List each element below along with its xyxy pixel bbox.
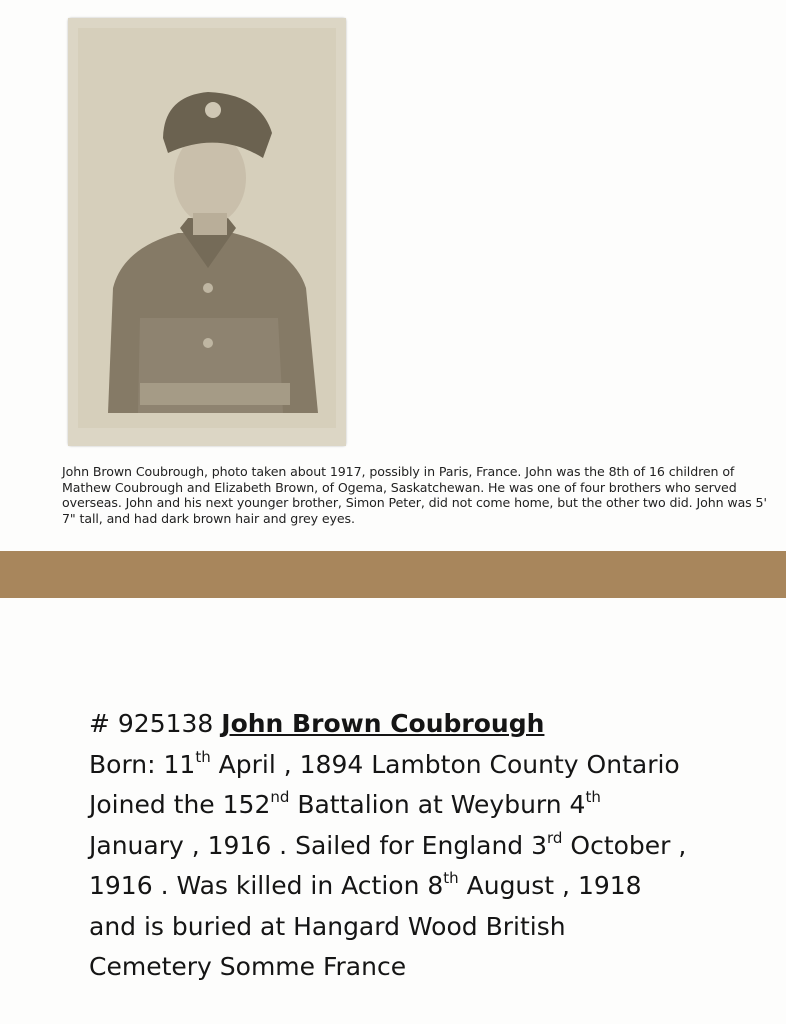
soldier-figure-illustration	[68, 18, 346, 446]
bio-heading-line	[89, 704, 686, 745]
text: Joined the 152	[89, 790, 271, 819]
bio-line-sailed	[89, 826, 686, 867]
text: Battalion at Weyburn 4	[289, 790, 586, 819]
text: October ,	[562, 830, 687, 860]
bio-line-joined	[89, 785, 686, 826]
superscript: rd	[547, 828, 563, 847]
superscript: nd	[270, 788, 290, 806]
photo-caption: John Brown Coubrough, photo taken about 1917, possibly in Paris, France. John was the 8th of 16 children of Mathew Coubrough and Elizabeth Brown, of Ogema, Saskatchewan. He was one of four brothers who served overseas. John and his next younger brother, Simon Peter, did not come home, but the other two did. John was 5' 7" tall, and had dark brown hair and grey eyes.	[62, 464, 767, 526]
bio-line-buried: and is buried at Hangard Wood British	[89, 911, 566, 941]
text: January , 1916 . Sailed for England 3	[89, 830, 548, 860]
service-number: # 925138	[89, 709, 222, 738]
superscript: th	[585, 788, 601, 806]
text: 1916 . Was killed in Action 8	[89, 871, 444, 900]
soldier-portrait-photo	[68, 18, 346, 446]
superscript: th	[443, 869, 459, 887]
brown-divider-band	[0, 551, 786, 598]
text: August , 1918	[458, 871, 642, 900]
text: April , 1894 Lambton County Ontario	[210, 749, 680, 779]
bio-line-cemetery: Cemetery Somme France	[89, 952, 407, 981]
superscript: th	[195, 747, 211, 766]
text: Born: 11	[89, 749, 196, 779]
bio-line-killed	[89, 866, 686, 907]
biography-text	[89, 704, 686, 988]
soldier-name: John Brown Coubrough	[221, 709, 545, 738]
bio-line-born	[89, 745, 686, 786]
